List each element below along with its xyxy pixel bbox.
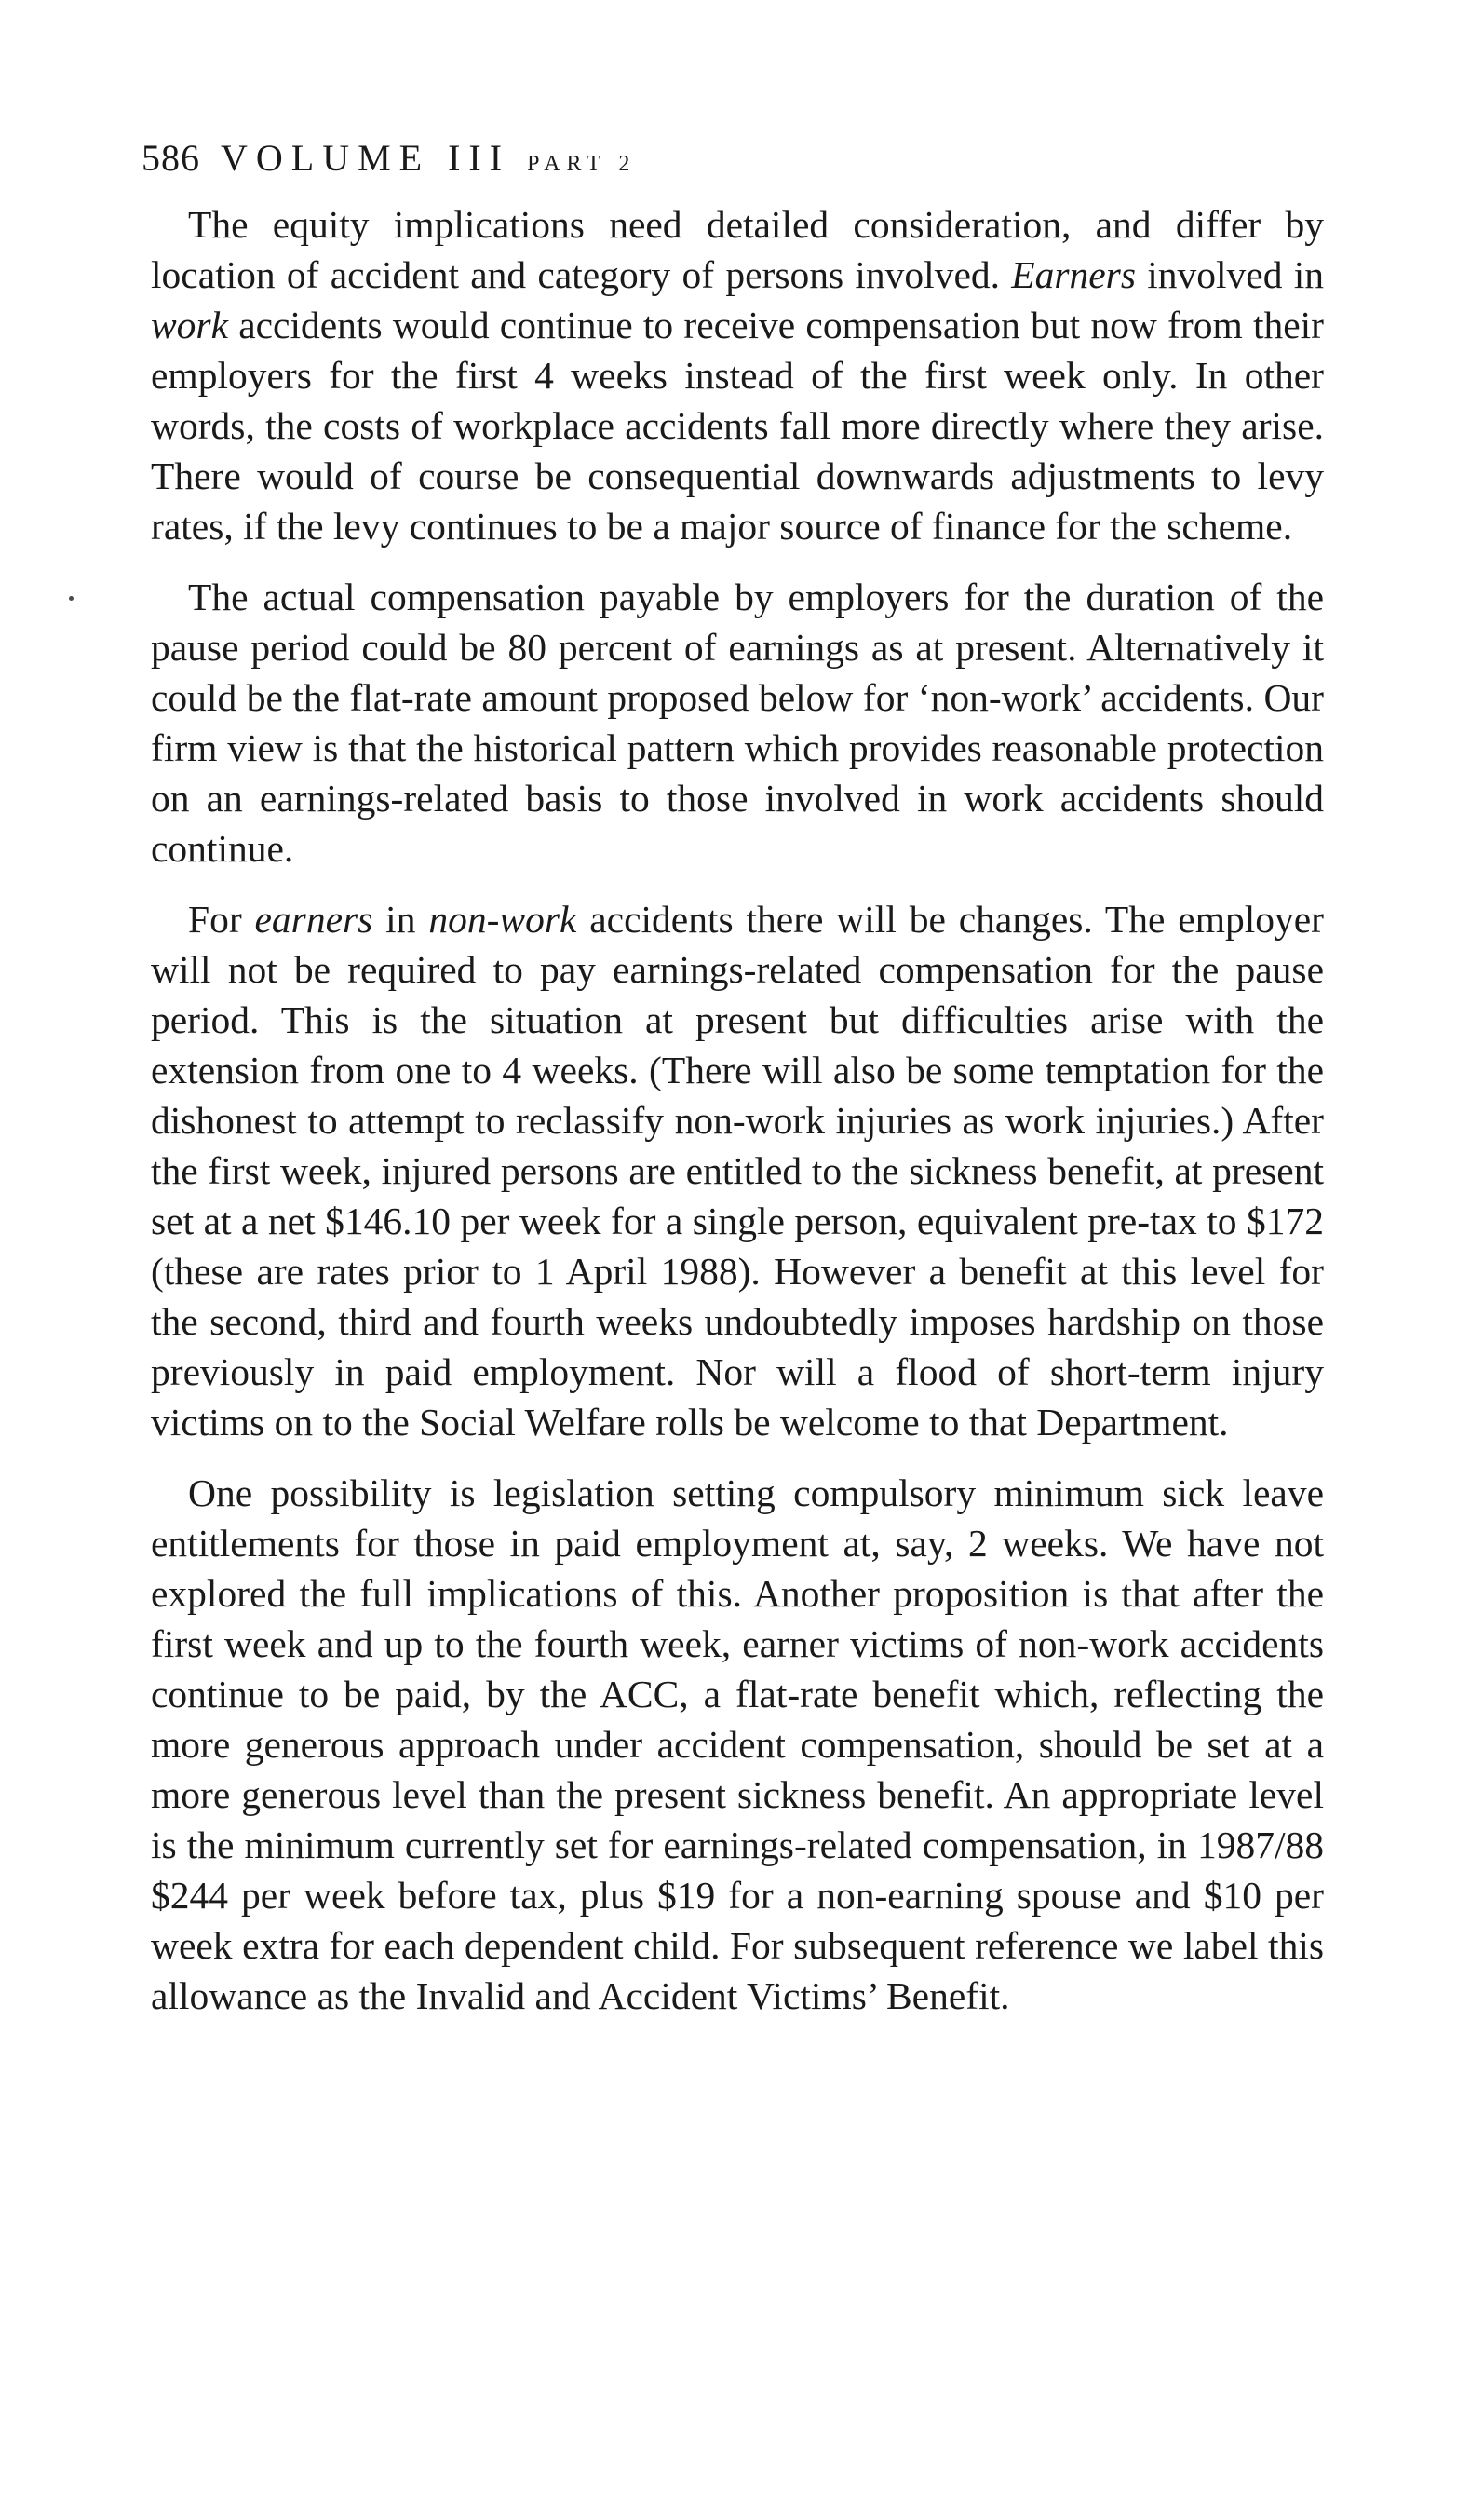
italic-text: work <box>151 304 228 346</box>
text-run: For <box>188 898 255 941</box>
text-run: accidents would continue to receive compensation but now from their employers for the first 4 weeks instead of the first week only. In other words, the costs of workplace accidents fall more directly where they arise. There would of course be consequential downwards adjustments to levy rates, if the levy continues to be a major source of finance for the scheme. <box>151 304 1324 548</box>
part-label: PART 2 <box>527 152 637 176</box>
text-run: accidents there will be changes. The employer will not be required to pay earnings-related compensation for the pause period. This is the situation at present but difficulties arise with the extension from one to 4 weeks. (There will also be some temptation for the dishonest to attempt to reclassify non-work injuries as work injuries.) After the first week, injured persons are entitled to the sickness benefit, at present set at a net $146.10 per week for a single person, equivalent pre-tax to $172 (these are rates prior to 1 April 1988). However a benefit at this level for the second, third and fourth weeks undoubtedly imposes hardship on those previously in paid employment. Nor will a flood of short-term injury victims on to the Social Welfare rolls be welcome to that Department. <box>151 898 1324 1444</box>
text-run: in <box>372 898 429 941</box>
paragraph <box>151 1468 1324 2021</box>
text-run: The equity implications need detailed consideration, and differ by location of accident and category of persons involved. <box>151 203 1324 296</box>
italic-text: Earners <box>1011 253 1136 296</box>
paragraph <box>151 199 1324 551</box>
page-number: 586 <box>142 137 200 179</box>
volume-label: VOLUME III <box>221 137 511 179</box>
text-run: One possibility is legislation setting compulsory minimum sick leave entitlements for those in paid employment at, say, 2 weeks. We have not explored the full implications of this. Another proposition is that after the first week and up to the fourth week, earner victims of non-work accidents continue to be paid, by the ACC, a flat-rate benefit which, reflecting the more generous approach under accident compensation, should be set at a more generous level than the present sickness benefit. An appropriate level is the minimum currently set for earnings-related compensation, in 1987/88 $244 per week before tax, plus $19 for a non-earning spouse and $10 per week extra for each dependent child. For subsequent reference we label this allowance as the Invalid and Accident Victims’ Benefit. <box>151 1471 1324 2017</box>
italic-text: earners <box>254 898 373 941</box>
paragraph <box>151 894 1324 1447</box>
paragraph <box>151 572 1324 874</box>
text-run: The actual compensation payable by employers for the duration of the pause period could be 80 percent of earnings as at present. Alternatively it could be the flat-rate amount proposed below for ‘non-work’ accidents. Our firm view is that the historical pattern which provides reasonable protection on an earnings-related basis to those involved in work accidents should continue. <box>151 576 1324 870</box>
body-text <box>151 199 1324 2041</box>
running-head <box>142 130 636 186</box>
italic-text: non-work <box>428 898 577 941</box>
margin-mark <box>69 596 74 601</box>
text-run: involved in <box>1135 253 1324 296</box>
